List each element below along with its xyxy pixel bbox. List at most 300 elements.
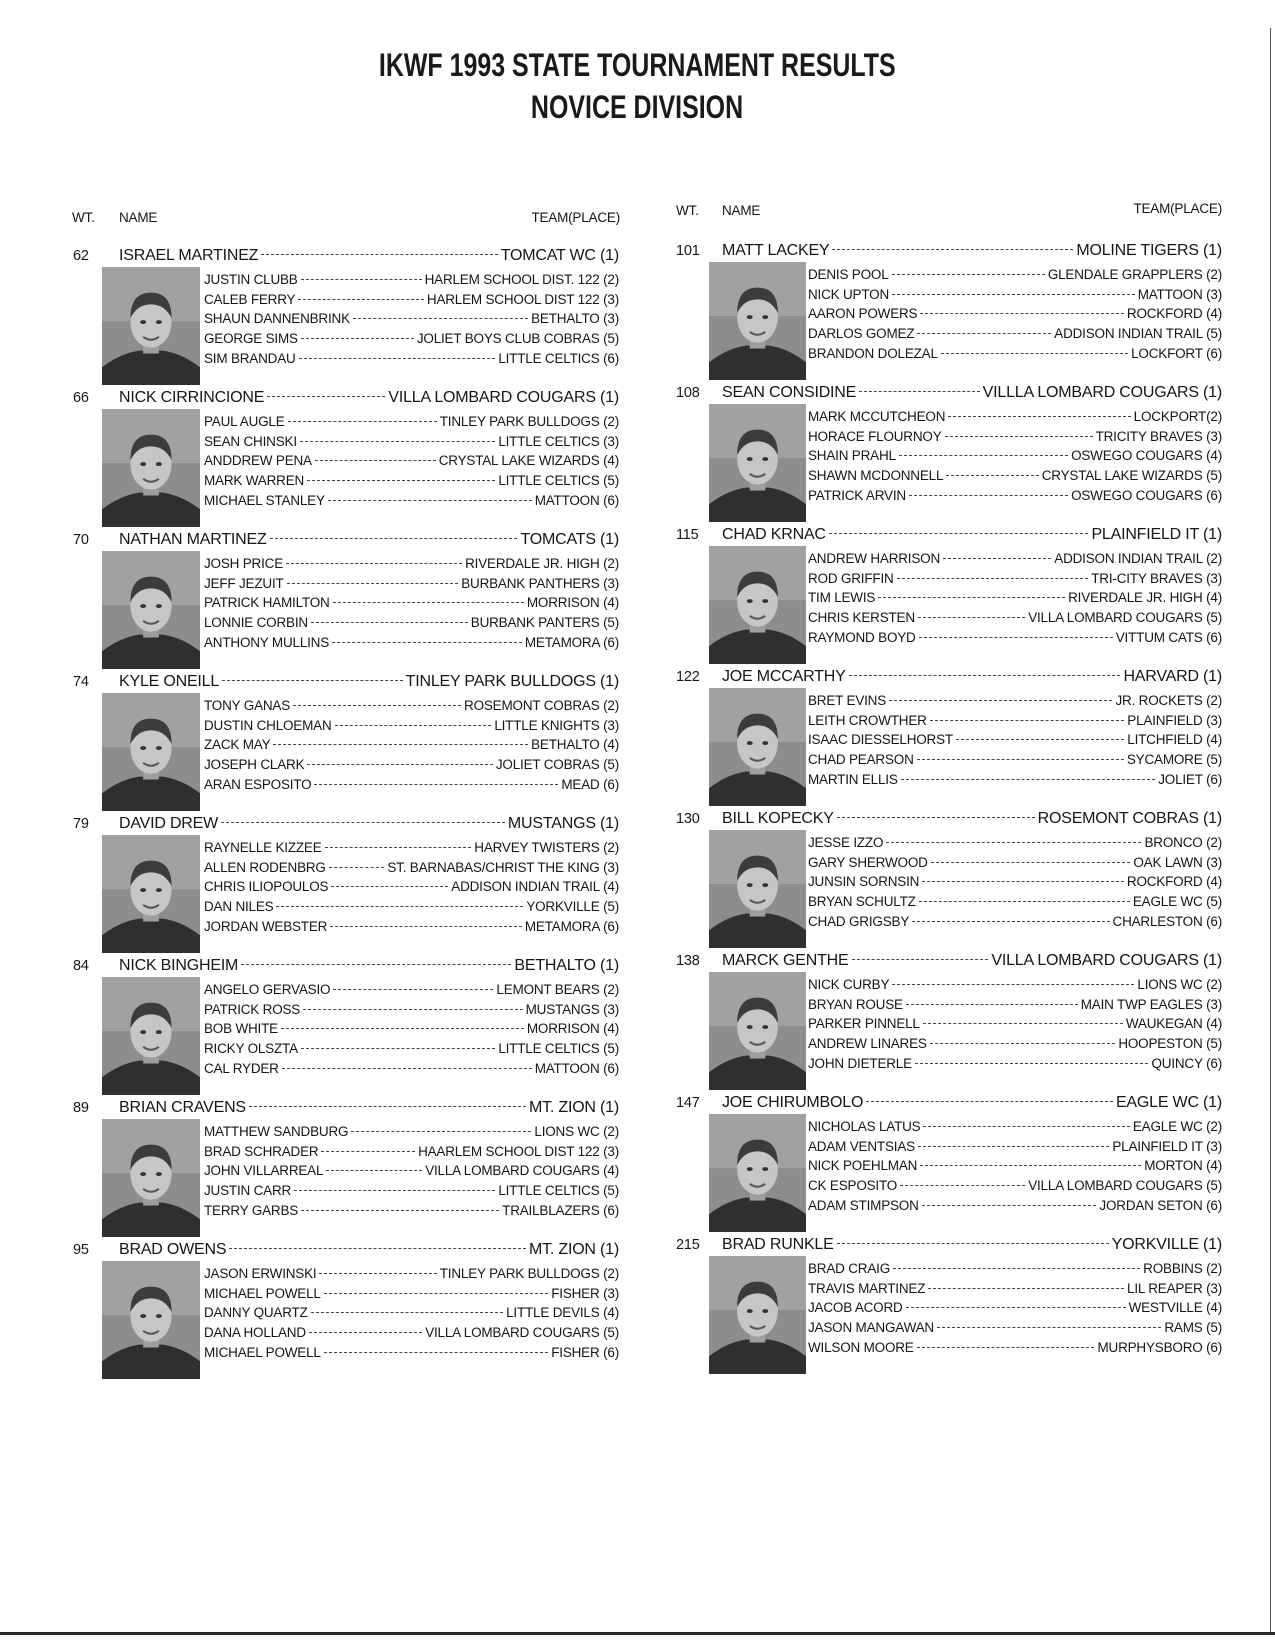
- page-subtitle: [0, 88, 1275, 126]
- place-team: PLAINFIELD (3): [1127, 712, 1222, 728]
- placers-list: [808, 1259, 1222, 1357]
- place-name: JUSTIN CARR: [204, 1183, 292, 1199]
- place-name: AARON POWERS: [808, 306, 918, 322]
- wrestler-photo: [709, 262, 806, 380]
- page-title: [0, 46, 1275, 84]
- leader-dashes: [918, 1146, 1109, 1147]
- place-team: CRYSTAL LAKE WIZARDS (4): [438, 453, 619, 469]
- wrestler-photo: [709, 972, 806, 1090]
- leader-dashes: [241, 964, 511, 965]
- place-name: CALEB FERRY: [204, 291, 296, 307]
- place-name: CHAD PEARSON: [808, 752, 914, 768]
- leader-dashes: [307, 764, 492, 765]
- weight-class-block: [73, 389, 619, 529]
- place-name: ANDREW HARRISON: [808, 551, 941, 566]
- place-name: JORDAN WEBSTER: [204, 918, 328, 934]
- page-subtitle-text: NOVICE DIVISION: [531, 89, 744, 125]
- header-wt-right: WT.: [676, 203, 699, 218]
- place-name: ALLEN RODENBRG: [204, 859, 326, 875]
- place-team: LITTLE KNIGHTS (3): [494, 717, 619, 733]
- leader-dashes: [915, 1063, 1149, 1064]
- place-name: JUNSIN SORNSIN: [808, 874, 920, 890]
- place-row: [204, 755, 619, 775]
- leader-dashes: [301, 1210, 499, 1211]
- place-team: CHARLESTON (6): [1112, 913, 1222, 929]
- place-team: RIVERDALE JR. HIGH (2): [465, 556, 619, 571]
- weight-label: 62: [73, 248, 89, 264]
- champion-team: PLAINFIELD IT (1): [1091, 526, 1222, 543]
- place-team: ROBBINS (2): [1143, 1261, 1222, 1276]
- portrait-icon: [709, 972, 806, 1090]
- leader-dashes: [922, 881, 1124, 882]
- place-name: DENIS POOL: [808, 267, 889, 282]
- leader-dashes: [849, 675, 1121, 676]
- place-team: LEMONT BEARS (2): [496, 982, 619, 997]
- place-team: VILLA LOMBARD COUGARS (5): [425, 1325, 619, 1341]
- place-row: [204, 1264, 619, 1284]
- place-team: BRONCO (2): [1144, 835, 1222, 850]
- place-name: BRET EVINS: [808, 693, 887, 708]
- leader-dashes: [832, 249, 1073, 250]
- place-team: LIL REAPER (3): [1127, 1280, 1222, 1296]
- leader-dashes: [333, 989, 493, 990]
- weight-class-block: [676, 952, 1222, 1092]
- place-row: [808, 608, 1222, 628]
- place-team: LITTLE DEVILS (4): [506, 1305, 619, 1321]
- placers-list: [204, 980, 619, 1078]
- portrait-icon: [709, 262, 806, 380]
- place-team: LITTLE CELTICS (3): [498, 433, 619, 449]
- place-team: HARVEY TWISTERS (2): [474, 840, 619, 855]
- place-name: CHAD GRIGSBY: [808, 913, 910, 929]
- wrestler-photo: [709, 404, 806, 522]
- leader-dashes: [945, 436, 1093, 437]
- leader-dashes: [892, 984, 1134, 985]
- leader-dashes: [901, 779, 1156, 780]
- weight-label: 79: [73, 816, 89, 832]
- place-team: JOLIET (6): [1158, 771, 1222, 787]
- leader-dashes: [930, 720, 1125, 721]
- weight-class-block: [676, 526, 1222, 666]
- place-name: RAYMOND BOYD: [808, 629, 916, 645]
- champion-team: MUSTANGS (1): [507, 815, 619, 832]
- portrait-icon: [709, 404, 806, 522]
- leader-dashes: [886, 842, 1141, 843]
- weight-label: 66: [73, 390, 89, 406]
- place-row: [808, 750, 1222, 770]
- place-row: [808, 446, 1222, 466]
- results-column-right: [676, 242, 1222, 1392]
- champion-row: [676, 1094, 1222, 1114]
- place-row: [204, 1122, 619, 1142]
- leader-dashes: [920, 313, 1124, 314]
- leader-dashes: [314, 784, 558, 785]
- weight-class-block: [73, 1099, 619, 1239]
- weight-label: 147: [676, 1095, 700, 1111]
- place-name: GARY SHERWOOD: [808, 854, 928, 870]
- champion-name: CHAD KRNAC: [722, 526, 826, 543]
- leader-dashes: [335, 725, 492, 726]
- placers-list: [808, 549, 1222, 647]
- weight-class-block: [676, 668, 1222, 808]
- leader-dashes: [946, 475, 1038, 476]
- place-team: LIONS WC (2): [534, 1124, 619, 1139]
- place-name: JUSTIN CLUBB: [204, 272, 298, 287]
- place-name: GEORGE SIMS: [204, 331, 298, 347]
- champion-team: TINLEY PARK BULLDOGS (1): [405, 673, 619, 690]
- leader-dashes: [300, 441, 495, 442]
- leader-dashes: [299, 358, 496, 359]
- place-name: HORACE FLOURNOY: [808, 428, 942, 444]
- place-row: [204, 696, 619, 716]
- place-team: TRI-CITY BRAVES (3): [1091, 570, 1222, 586]
- portrait-icon: [709, 546, 806, 664]
- place-row: [204, 432, 619, 452]
- place-row: [808, 1156, 1222, 1176]
- leader-dashes: [909, 495, 1068, 496]
- place-row: [808, 730, 1222, 750]
- placers-list: [808, 691, 1222, 789]
- leader-dashes: [331, 886, 448, 887]
- place-name: JESSE IZZO: [808, 835, 884, 850]
- weight-label: 138: [676, 953, 700, 969]
- place-name: ISAAC DIESSELHORST: [808, 732, 953, 748]
- place-name: PARKER PINNELL: [808, 1016, 920, 1032]
- place-name: MICHAEL POWELL: [204, 1344, 321, 1360]
- place-team: WESTVILLE (4): [1128, 1300, 1222, 1316]
- champion-name: NICK BINGHEIM: [119, 957, 239, 974]
- place-row: [204, 1161, 619, 1181]
- place-row: [808, 427, 1222, 447]
- champion-row: [73, 531, 619, 551]
- place-row: [204, 1201, 619, 1221]
- place-name: BRAD SCHRADER: [204, 1143, 319, 1159]
- champion-team: HARVARD (1): [1123, 668, 1222, 685]
- place-name: PAUL AUGLE: [204, 414, 285, 429]
- place-row: [808, 407, 1222, 427]
- place-row: [808, 872, 1222, 892]
- place-row: [808, 853, 1222, 873]
- weight-class-block: [73, 815, 619, 955]
- leader-dashes: [948, 416, 1130, 417]
- leader-dashes: [311, 1312, 503, 1313]
- place-name: MICHAEL STANLEY: [204, 492, 325, 508]
- portrait-icon: [102, 693, 200, 811]
- place-name: CHRIS ILIOPOULOS: [204, 879, 329, 895]
- leader-dashes: [866, 1101, 1113, 1102]
- champion-row: [676, 526, 1222, 546]
- champion-row: [73, 673, 619, 693]
- place-row: [204, 1323, 619, 1343]
- leader-dashes: [321, 1151, 415, 1152]
- leader-dashes: [222, 680, 403, 681]
- place-team: LOCKFORT (6): [1131, 345, 1222, 361]
- champion-team: BETHALTO (1): [514, 957, 619, 974]
- leader-dashes: [892, 274, 1045, 275]
- weight-class-block: [73, 957, 619, 1097]
- place-team: HAARLEM SCHOOL DIST 122 (3): [418, 1143, 619, 1159]
- place-team: LITTLE CELTICS (5): [498, 1041, 619, 1057]
- place-name: SEAN CHINSKI: [204, 433, 297, 449]
- place-name: MARK WARREN: [204, 473, 305, 489]
- wrestler-photo: [709, 546, 806, 664]
- place-team: METAMORA (6): [524, 918, 619, 934]
- leader-dashes: [889, 700, 1112, 701]
- place-team: LITTLE CELTICS (5): [498, 473, 619, 489]
- leader-dashes: [353, 318, 528, 319]
- place-name: ZACK MAY: [204, 737, 271, 753]
- leader-dashes: [286, 563, 462, 564]
- champion-name: NATHAN MARTINEZ: [119, 531, 267, 548]
- place-team: MORTON (4): [1144, 1158, 1222, 1174]
- leader-dashes: [309, 1332, 422, 1333]
- place-name: SHAUN DANNENBRINK: [204, 311, 350, 327]
- leader-dashes: [922, 1205, 1097, 1206]
- place-team: ROSEMONT COBRAS (2): [464, 698, 619, 713]
- leader-dashes: [301, 1048, 495, 1049]
- place-team: EAGLE WC (5): [1132, 894, 1222, 910]
- place-name: WILSON MOORE: [808, 1339, 914, 1355]
- placers-list: [808, 833, 1222, 931]
- place-row: [808, 265, 1222, 285]
- wrestler-photo: [102, 267, 200, 385]
- weight-class-block: [73, 673, 619, 813]
- champion-name: MATT LACKEY: [722, 242, 830, 259]
- place-row: [808, 833, 1222, 853]
- wrestler-photo: [102, 1119, 200, 1237]
- place-name: DAN NILES: [204, 899, 274, 915]
- place-team: MATTOON (3): [1137, 286, 1222, 302]
- place-team: FISHER (3): [551, 1285, 619, 1301]
- leader-dashes: [329, 867, 385, 868]
- leader-dashes: [943, 558, 1051, 559]
- place-row: [204, 329, 619, 349]
- place-team: TINLEY PARK BULLDOGS (2): [439, 414, 619, 429]
- place-name: CK ESPOSITO: [808, 1178, 898, 1194]
- place-name: JOSEPH CLARK: [204, 757, 305, 773]
- place-name: ROD GRIFFIN: [808, 570, 894, 586]
- leader-dashes: [919, 637, 1113, 638]
- place-name: ADAM STIMPSON: [808, 1197, 919, 1213]
- place-row: [204, 838, 619, 858]
- place-name: ARAN ESPOSITO: [204, 776, 312, 792]
- weight-label: 215: [676, 1237, 700, 1253]
- champion-team: YORKVILLE (1): [1111, 1236, 1222, 1253]
- header-team-left: TEAM(PLACE): [531, 210, 620, 225]
- champion-row: [73, 389, 619, 409]
- champion-row: [73, 247, 619, 267]
- leader-dashes: [829, 533, 1089, 534]
- place-team: HOOPESTON (5): [1118, 1036, 1222, 1052]
- champion-row: [676, 384, 1222, 404]
- place-row: [808, 1259, 1222, 1279]
- placers-list: [204, 1264, 619, 1362]
- leader-dashes: [956, 739, 1124, 740]
- place-team: JOLIET BOYS CLUB COBRAS (5): [416, 331, 619, 347]
- champion-team: VILLA LOMBARD COUGARS (1): [388, 389, 619, 406]
- place-team: MORRISON (4): [526, 1021, 619, 1037]
- leader-dashes: [919, 901, 1130, 902]
- weight-label: 130: [676, 811, 700, 827]
- place-team: VILLA LOMBARD COUGARS (4): [425, 1163, 619, 1179]
- place-team: JR. ROCKETS (2): [1115, 693, 1222, 708]
- portrait-icon: [709, 830, 806, 948]
- place-name: DANNY QUARTZ: [204, 1305, 308, 1321]
- portrait-icon: [709, 688, 806, 806]
- place-team: BURBANK PANTERS (5): [470, 615, 619, 631]
- leader-dashes: [332, 642, 522, 643]
- champion-row: [676, 1236, 1222, 1256]
- place-team: GLENDALE GRAPPLERS (2): [1047, 267, 1222, 282]
- weight-label: 70: [73, 532, 89, 548]
- place-team: LITCHFIELD (4): [1127, 732, 1222, 748]
- place-team: OSWEGO COUGARS (4): [1071, 448, 1222, 464]
- leader-dashes: [328, 500, 532, 501]
- place-name: NICK UPTON: [808, 286, 890, 302]
- place-row: [204, 1284, 619, 1304]
- leader-dashes: [837, 1243, 1109, 1244]
- place-team: MORRISON (4): [526, 595, 619, 611]
- portrait-icon: [709, 1114, 806, 1232]
- place-row: [808, 588, 1222, 608]
- leader-dashes: [923, 1023, 1123, 1024]
- champion-team: ROSEMONT COBRAS (1): [1037, 810, 1222, 827]
- place-row: [808, 569, 1222, 589]
- champion-name: ISRAEL MARTINEZ: [119, 247, 259, 264]
- weight-label: 115: [676, 527, 699, 543]
- place-name: SHAIN PRAHL: [808, 448, 896, 464]
- place-name: NICK POEHLMAN: [808, 1158, 918, 1174]
- place-row: [204, 1142, 619, 1162]
- leader-dashes: [229, 1248, 526, 1249]
- champion-name: DAVID DREW: [119, 815, 219, 832]
- place-name: PATRICK ARVIN: [808, 487, 906, 503]
- champion-row: [676, 810, 1222, 830]
- weight-label: 122: [676, 669, 700, 685]
- leader-dashes: [906, 1004, 1078, 1005]
- place-team: LIONS WC (2): [1137, 977, 1222, 992]
- place-row: [204, 471, 619, 491]
- weight-label: 95: [73, 1242, 89, 1258]
- portrait-icon: [102, 1261, 200, 1379]
- portrait-icon: [102, 267, 200, 385]
- place-row: [204, 716, 619, 736]
- place-team: ADDISON INDIAN TRAIL (2): [1054, 551, 1222, 566]
- place-row: [808, 1196, 1222, 1216]
- place-team: JOLIET COBRAS (5): [495, 757, 619, 773]
- weight-label: 89: [73, 1100, 89, 1116]
- leader-dashes: [249, 1106, 526, 1107]
- champion-team: MOLINE TIGERS (1): [1076, 242, 1222, 259]
- place-team: LOCKPORT(2): [1133, 409, 1222, 424]
- place-team: BURBANK PANTHERS (3): [461, 575, 619, 591]
- champion-row: [73, 1099, 619, 1119]
- place-row: [204, 309, 619, 329]
- place-row: [204, 593, 619, 613]
- leader-dashes: [319, 1273, 436, 1274]
- place-team: OAK LAWN (3): [1133, 854, 1222, 870]
- place-row: [204, 491, 619, 511]
- scan-edge-right: [1270, 28, 1271, 1632]
- leader-dashes: [330, 926, 522, 927]
- place-team: QUINCY (6): [1151, 1055, 1222, 1071]
- place-team: MAIN TWP EAGLES (3): [1080, 996, 1222, 1012]
- wrestler-photo: [102, 551, 200, 669]
- portrait-icon: [102, 551, 200, 669]
- champion-team: MT. ZION (1): [528, 1099, 619, 1116]
- place-name: TIM LEWIS: [808, 590, 876, 606]
- place-team: RIVERDALE JR. HIGH (4): [1068, 590, 1222, 606]
- place-row: [808, 1176, 1222, 1196]
- placers-list: [808, 407, 1222, 505]
- place-name: BRYAN ROUSE: [808, 996, 903, 1012]
- portrait-icon: [102, 409, 200, 527]
- place-team: MATTOON (6): [534, 492, 619, 508]
- place-name: BRYAN SCHULTZ: [808, 894, 916, 910]
- weight-class-block: [676, 810, 1222, 950]
- place-name: ANTHONY MULLINS: [204, 634, 330, 650]
- place-team: MURPHYSBORO (6): [1097, 1339, 1222, 1355]
- placers-list: [808, 975, 1222, 1073]
- champion-team: VILLLA LOMBARD COUGARS (1): [982, 384, 1222, 401]
- portrait-icon: [102, 835, 200, 953]
- place-team: LITTLE CELTICS (6): [498, 350, 619, 366]
- place-name: PATRICK ROSS: [204, 1001, 301, 1017]
- champion-team: MT. ZION (1): [528, 1241, 619, 1258]
- place-row: [808, 466, 1222, 486]
- placers-list: [204, 554, 619, 652]
- place-team: MEAD (6): [561, 776, 619, 792]
- leader-dashes: [261, 254, 497, 255]
- place-row: [204, 897, 619, 917]
- place-name: MARTIN ELLIS: [808, 771, 898, 787]
- leader-dashes: [837, 817, 1035, 818]
- place-row: [204, 1343, 619, 1363]
- place-name: DANA HOLLAND: [204, 1325, 306, 1341]
- page-title-text: IKWF 1993 STATE TOURNAMENT RESULTS: [379, 47, 896, 83]
- champion-row: [73, 957, 619, 977]
- place-name: BRAD CRAIG: [808, 1261, 891, 1276]
- wrestler-photo: [709, 1256, 806, 1374]
- place-name: TONY GANAS: [204, 698, 291, 713]
- scan-edge-bottom: [0, 1632, 1275, 1635]
- champion-name: BRAD OWENS: [119, 1241, 227, 1258]
- weight-label: 74: [73, 674, 89, 690]
- place-team: MATTOON (6): [534, 1060, 619, 1076]
- place-row: [808, 549, 1222, 569]
- place-name: CHRIS KERSTEN: [808, 610, 915, 626]
- weight-label: 84: [73, 958, 89, 974]
- place-name: LONNIE CORBIN: [204, 615, 308, 631]
- place-row: [204, 1059, 619, 1079]
- leader-dashes: [288, 421, 437, 422]
- leader-dashes: [917, 333, 1051, 334]
- place-row: [204, 775, 619, 795]
- place-row: [204, 613, 619, 633]
- champion-row: [676, 242, 1222, 262]
- leader-dashes: [937, 1327, 1161, 1328]
- place-row: [204, 574, 619, 594]
- leader-dashes: [333, 602, 524, 603]
- place-row: [204, 412, 619, 432]
- weight-class-block: [73, 247, 619, 387]
- place-team: FISHER (6): [551, 1344, 619, 1360]
- place-team: EAGLE WC (2): [1132, 1119, 1222, 1134]
- leader-dashes: [276, 906, 523, 907]
- place-team: TRICITY BRAVES (3): [1095, 428, 1222, 444]
- place-name: JASON ERWINSKI: [204, 1266, 317, 1281]
- champion-name: MARCK GENTHE: [722, 952, 849, 969]
